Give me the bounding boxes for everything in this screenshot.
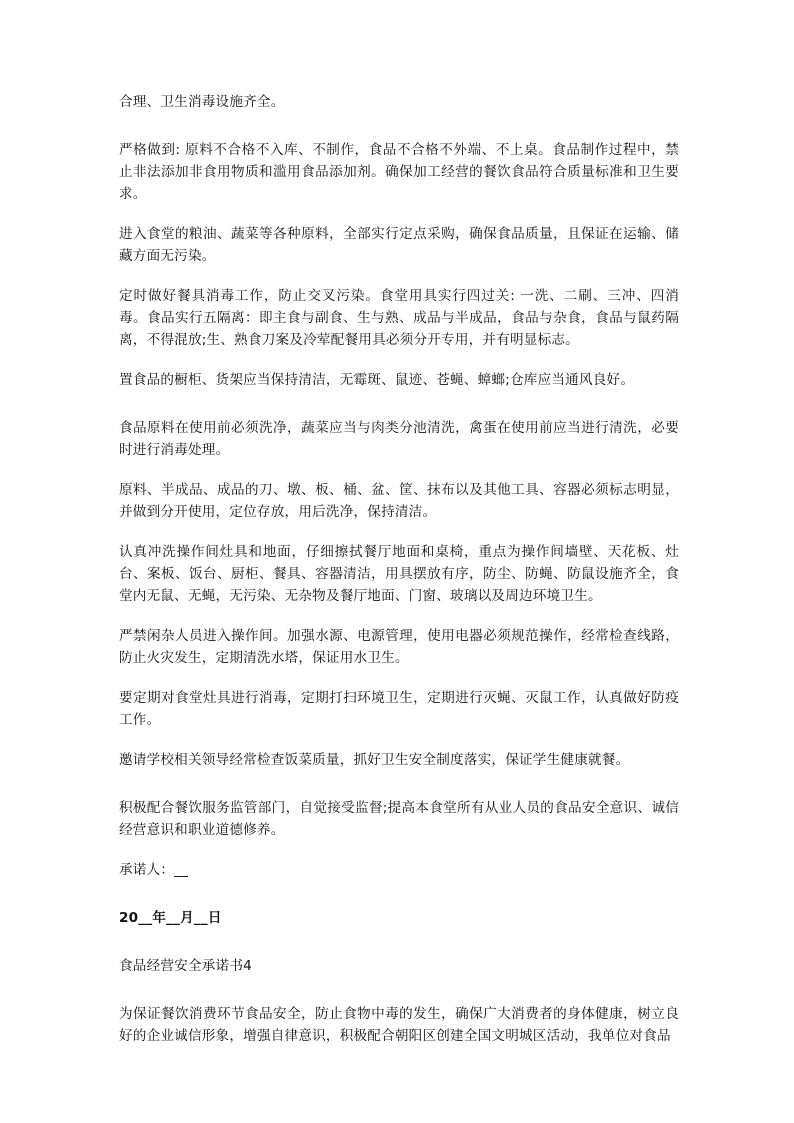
paragraph: 邀请学校相关领导经常检查饭菜质量，抓好卫生安全制度落实，保证学生健康就餐。: [119, 752, 630, 768]
paragraph: 积极配合餐饮服务监管部门，自觉接受监督;提高本食堂所有从业人员的食品安全意识、诚信经营意识和职业道德修养。: [119, 800, 679, 838]
section-title: 食品经营安全承诺书4: [119, 958, 252, 974]
paragraph: 严禁闲杂人员进入操作间。加强水源、电源管理，使用电器必须规范操作，经常检查线路，防止火灾发生，定期清洗水塔，保证用水卫生。: [119, 628, 679, 666]
promisor-signature-line: 承诺人：__: [119, 862, 189, 878]
intro-paragraph: 为保证餐饮消费环节食品安全，防止食物中毒的发生，确保广大消费者的身体健康，树立良好的企业诚信形象，增强自律意识，积极配合朝阳区创建全国文明城区活动，我单位对食品: [119, 1006, 679, 1044]
paragraph: 进入食堂的粮油、蔬菜等各种原料，全部实行定点采购，确保食品质量，且保证在运输、储藏方面无污染。: [119, 226, 679, 264]
paragraph: 原料、半成品、成品的刀、墩、板、桶、盆、筐、抹布以及其他工具、容器必须标志明显，并做到分开使用，定位存放，用后洗净，保持清洁。: [119, 482, 679, 520]
date-line: 20__年__月__日: [119, 910, 222, 926]
paragraph: 定时做好餐具消毒工作，防止交叉污染。食堂用具实行四过关: 一洗、二刷、三冲、四消毒。食品实行五隔离：即主食与副食、生与熟、成品与半成品，食品与杂食，食品与鼠药隔离，不得混放;生、熟食刀案及冷荤配餐用具必须分开专用，并有明显标志。: [119, 288, 679, 348]
paragraph: 置食品的橱柜、货架应当保持清洁，无霉斑、鼠迹、苍蝇、蟑螂;仓库应当通风良好。: [119, 372, 635, 388]
paragraph: 合理、卫生消毒设施齐全。: [119, 94, 285, 110]
paragraph: 食品原料在使用前必须洗净，蔬菜应当与肉类分池清洗，禽蛋在使用前应当进行清洗，必要时进行消毒处理。: [119, 420, 679, 458]
paragraph: 要定期对食堂灶具进行消毒，定期打扫环境卫生，定期进行灭蝇、灭鼠工作，认真做好防疫工作。: [119, 690, 679, 728]
paragraph: 严格做到: 原料不合格不入库、不制作，食品不合格不外端、不上桌。食品制作过程中，禁止非法添加非食用物质和滥用食品添加剂。确保加工经营的餐饮食品符合质量标准和卫生要求。: [119, 142, 679, 202]
document-page: [119, 91, 679, 1065]
paragraph: 认真冲洗操作间灶具和地面，仔细擦拭餐厅地面和桌椅，重点为操作间墙壁、天花板、灶台、案板、饭台、厨柜、餐具、容器清洁，用具摆放有序，防尘、防蝇、防鼠设施齐全，食堂内无鼠、无蝇，无污染、无杂物及餐厅地面、门窗、玻璃以及周边环境卫生。: [119, 544, 679, 604]
